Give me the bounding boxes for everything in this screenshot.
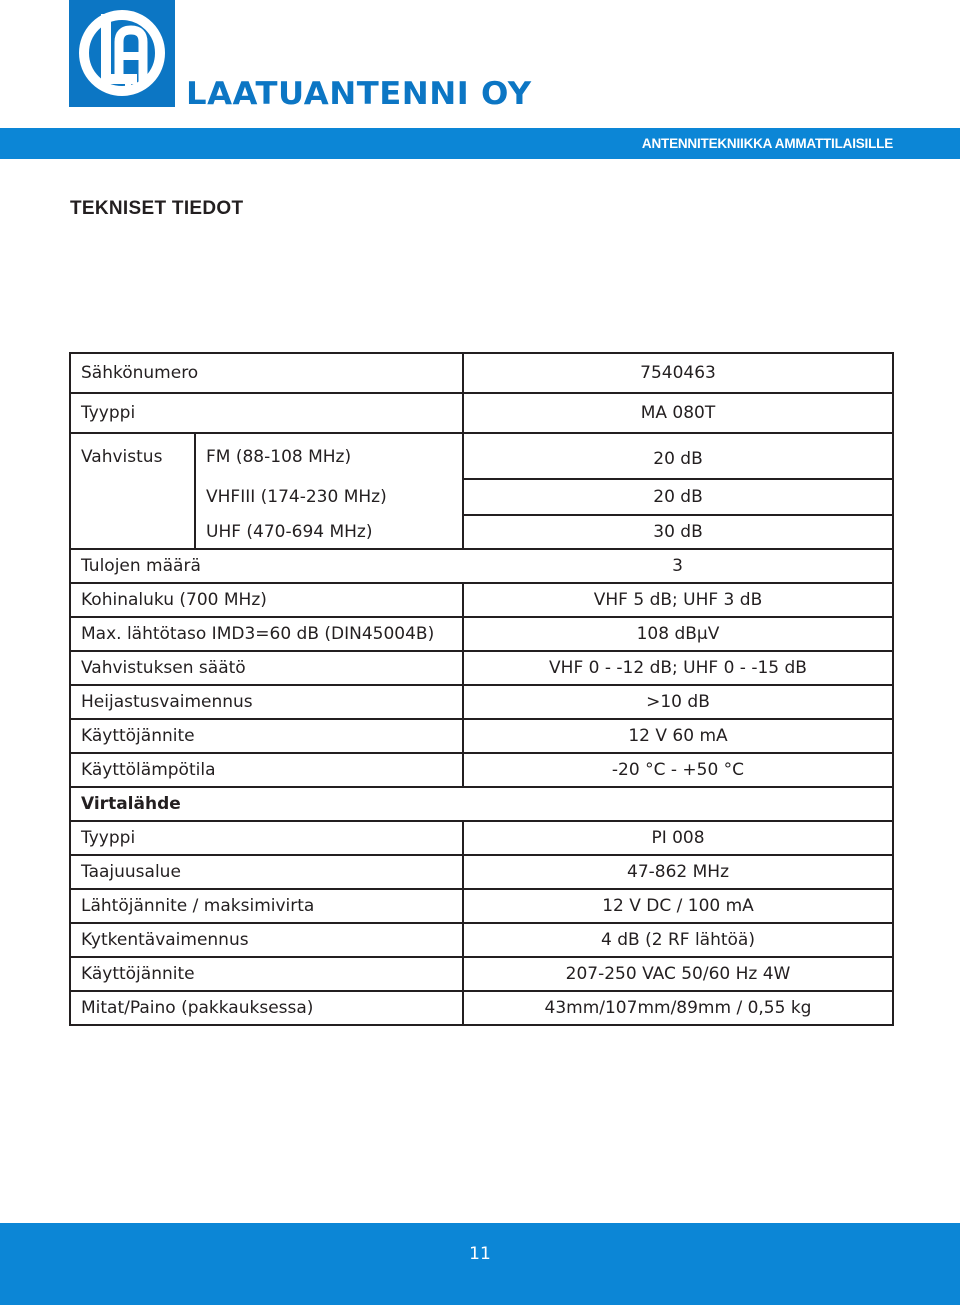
spec-value: 20 dB [463,433,893,479]
spec-value: >10 dB [463,685,893,719]
page-number: 11 [469,1244,491,1264]
spec-label: Heijastusvaimennus [70,685,463,719]
table-row [70,393,893,433]
company-name: LAATUANTENNI OY [186,76,532,112]
spec-label: Käyttöjännite [70,957,463,991]
spec-value: 30 dB [463,515,893,549]
spec-label: Tulojen määrä [70,549,463,583]
spec-label: Sähkönumero [70,353,463,393]
band-label: VHFIII (174-230 MHz) [195,479,463,515]
la-monogram-logo-icon [69,0,175,107]
spec-label: Taajuusalue [70,855,463,889]
band-label: FM (88-108 MHz) [195,433,463,479]
header-bar [0,128,960,159]
spec-value: 20 dB [463,479,893,515]
company-logo [69,0,175,107]
spec-value: 12 V 60 mA [463,719,893,753]
table-row [70,889,893,923]
spec-value: VHF 0 - -12 dB; UHF 0 - -15 dB [463,651,893,685]
spec-value: 47-862 MHz [463,855,893,889]
spec-value: 108 dBµV [463,617,893,651]
table-row [70,651,893,685]
spec-label: Tyyppi [70,393,463,433]
tagline: ANTENNITEKNIIKKA AMMATTILAISILLE [641,136,893,151]
spec-value: 4 dB (2 RF lähtöä) [463,923,893,957]
table-row [70,549,893,583]
spec-value: VHF 5 dB; UHF 3 dB [463,583,893,617]
table-row [70,787,893,821]
spec-value: MA 080T [463,393,893,433]
table-row [70,685,893,719]
table-row [70,957,893,991]
spec-value: 12 V DC / 100 mA [463,889,893,923]
table-row [70,855,893,889]
spec-value: 43mm/107mm/89mm / 0,55 kg [463,991,893,1025]
spec-label: Kytkentävaimennus [70,923,463,957]
spec-label: Käyttöjännite [70,719,463,753]
table-row [70,583,893,617]
spec-label: Max. lähtötaso IMD3=60 dB (DIN45004B) [70,617,463,651]
spec-label: Käyttölämpötila [70,753,463,787]
table-row [70,719,893,753]
spec-label: Tyyppi [70,821,463,855]
power-supply-heading: Virtalähde [70,787,893,821]
table-row [70,515,893,549]
spec-value: -20 °C - +50 °C [463,753,893,787]
spec-value: PI 008 [463,821,893,855]
spec-label: Vahvistus [70,433,195,479]
specs-table [69,352,894,1026]
table-row [70,353,893,393]
table-row [70,821,893,855]
table-row [70,617,893,651]
table-row [70,991,893,1025]
spec-value: 207-250 VAC 50/60 Hz 4W [463,957,893,991]
footer-bar [0,1223,960,1305]
spec-value: 3 [463,549,893,583]
section-title: TEKNISET TIEDOT [70,198,244,219]
spec-label: Mitat/Paino (pakkauksessa) [70,991,463,1025]
table-row [70,433,893,479]
spec-value: 7540463 [463,353,893,393]
spec-label: Lähtöjännite / maksimivirta [70,889,463,923]
band-label: UHF (470-694 MHz) [195,515,463,549]
spec-label: Vahvistuksen säätö [70,651,463,685]
table-row [70,923,893,957]
table-row [70,479,893,515]
spec-label: Kohinaluku (700 MHz) [70,583,463,617]
table-row [70,753,893,787]
